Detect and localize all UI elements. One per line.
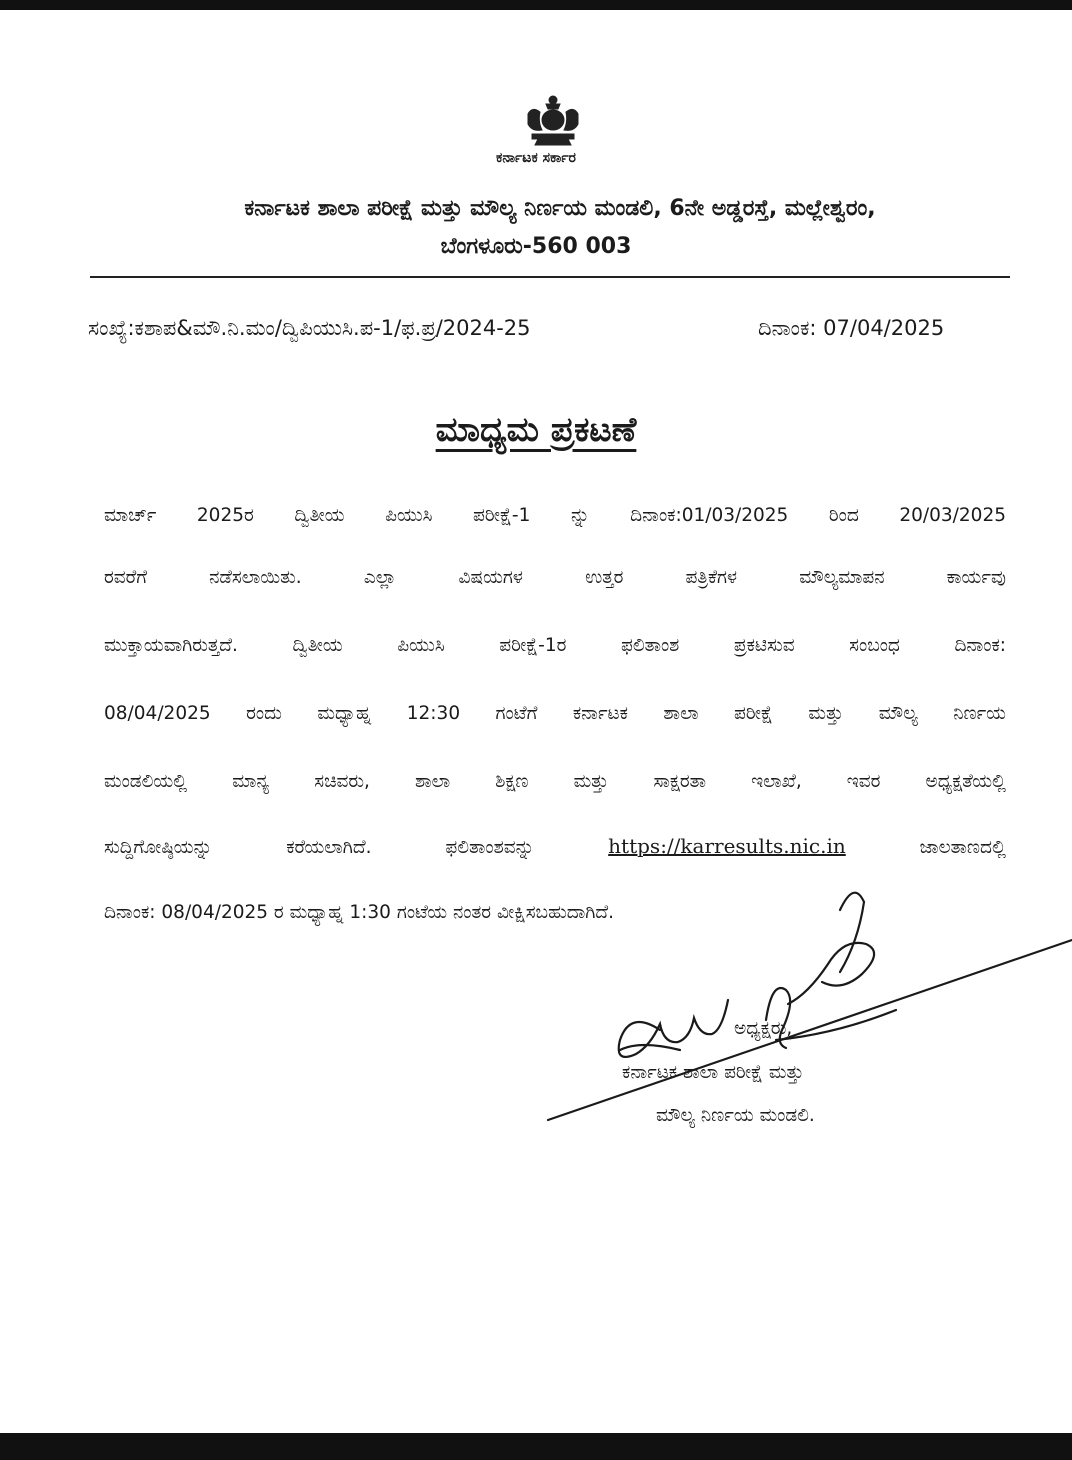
signatory-title: ಅಧ್ಯಕ್ಷರು, — [734, 1018, 793, 1039]
header-divider — [90, 276, 1010, 278]
signatory-organization-line1: ಕರ್ನಾಟಕ ಶಾಲಾ ಪರೀಕ್ಷೆ ಮತ್ತು — [622, 1062, 804, 1083]
top-black-bar — [0, 0, 1072, 10]
handwritten-signature — [540, 850, 1072, 1140]
body-line: ದಿನಾಂಕ: 08/04/2025 ರ ಮಧ್ಯಾಹ್ನ 1:30 ಗಂಟೆಯ ನಂತರ ವೀಕ್ಷಿಸಬಹುದಾಗಿದೆ. — [104, 902, 614, 923]
results-link[interactable]: https://karresults.nic.in — [608, 834, 846, 858]
body-line: 08/04/2025 ರಂದು ಮಧ್ಯಾಹ್ನ 12:30 ಗಂಟೆಗೆ ಕರ್ನಾಟಕ ಶಾಲಾ ಪರೀಕ್ಷೆ ಮತ್ತು ಮೌಲ್ಯ ನಿರ್ಣಯ — [104, 703, 1006, 724]
page-title: ಮಾಧ್ಯಮ ಪ್ರಕಟಣೆ — [435, 410, 637, 450]
body-line: ಮಾರ್ಚ್ 2025ರ ದ್ವಿತೀಯ ಪಿಯುಸಿ ಪರೀಕ್ಷೆ-1 ನ್ನು ದಿನಾಂಕ:01/03/2025 ರಿಂದ 20/03/2025 — [104, 505, 1006, 526]
state-emblem-icon — [522, 92, 584, 148]
issue-date: ದಿನಾಂಕ: 07/04/2025 — [758, 316, 945, 340]
department-address-line1: ಕರ್ನಾಟಕ ಶಾಲಾ ಪರೀಕ್ಷೆ ಮತ್ತು ಮೌಲ್ಯ ನಿರ್ಣಯ ಮಂಡಲಿ, 6ನೇ ಅಡ್ಡರಸ್ತೆ, ಮಲ್ಲೇಶ್ವರಂ, — [244, 196, 876, 221]
body-line: ಮುಕ್ತಾಯವಾಗಿರುತ್ತದೆ. ದ್ವಿತೀಯ ಪಿಯುಸಿ ಪರೀಕ್ಷೆ-1ರ ಫಲಿತಾಂಶ ಪ್ರಕಟಿಸುವ ಸಂಬಂಧ ದಿನಾಂಕ: — [104, 635, 1006, 656]
body-text: ಜಾಲತಾಣದಲ್ಲಿ — [845, 837, 1006, 858]
government-name: ಕರ್ನಾಟಕ ಸರ್ಕಾರ — [496, 150, 576, 166]
signatory-organization-line2: ಮೌಲ್ಯ ನಿರ್ಣಯ ಮಂಡಲಿ. — [656, 1105, 815, 1126]
bottom-black-bar — [0, 1433, 1072, 1460]
body-line: ಮಂಡಲಿಯಲ್ಲಿ ಮಾನ್ಯ ಸಚಿವರು, ಶಾಲಾ ಶಿಕ್ಷಣ ಮತ್ತು ಸಾಕ್ಷರತಾ ಇಲಾಖೆ, ಇವರ ಅಧ್ಯಕ್ಷತೆಯಲ್ಲಿ — [104, 771, 1006, 792]
body-text: ಸುದ್ದಿಗೋಷ್ಠಿಯನ್ನು ಕರೆಯಲಾಗಿದೆ. ಫಲಿತಾಂಶವನ್ನು — [104, 837, 609, 858]
department-address-line2: ಬೆಂಗಳೂರು-560 003 — [440, 234, 632, 259]
reference-number: ಸಂಖ್ಯೆ:ಕಶಾಪ&ಮೌ.ನಿ.ಮಂ/ದ್ವಿಪಿಯುಸಿ.ಪ-1/ಫ.ಪ್ರ/2024-25 — [88, 316, 531, 340]
body-line: ರವರೆಗೆ ನಡೆಸಲಾಯಿತು. ಎಲ್ಲಾ ವಿಷಯಗಳ ಉತ್ತರ ಪತ್ರಿಕೆಗಳ ಮೌಲ್ಯಮಾಪನ ಕಾರ್ಯವು — [104, 567, 1006, 588]
